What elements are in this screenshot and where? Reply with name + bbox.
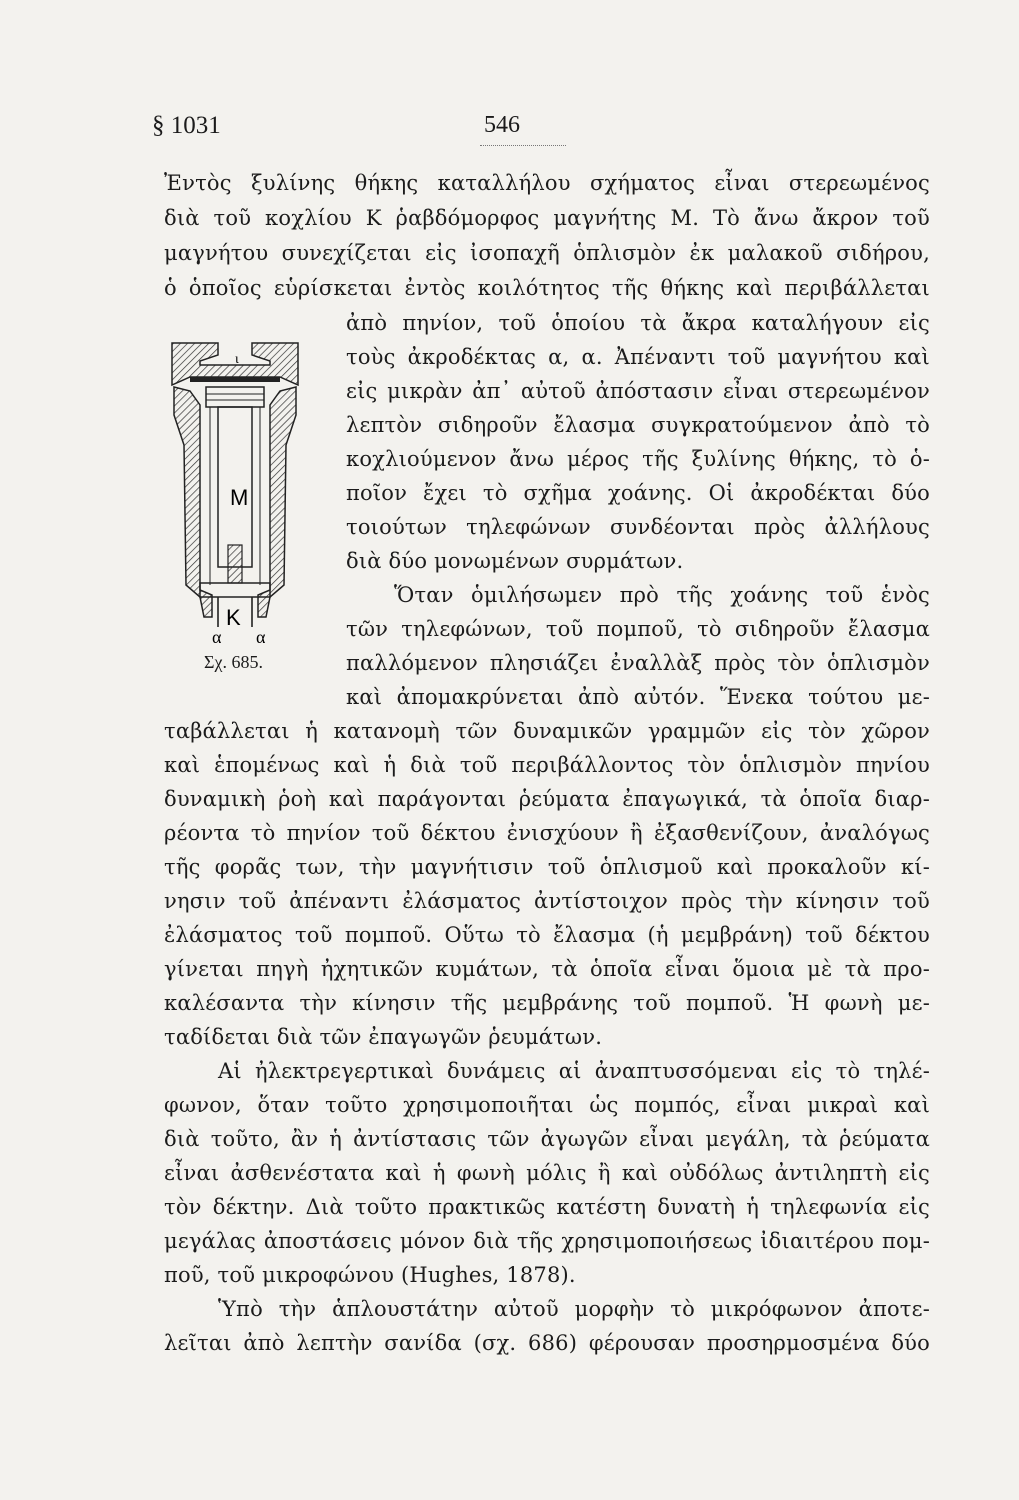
page-number: 546 bbox=[484, 112, 520, 138]
diaphragm bbox=[190, 377, 280, 382]
text-line: εἰς μικρὰν ἀπ᾽ αὐτοῦ ἀπόστασιν εἶναι στερεωμένον bbox=[346, 379, 930, 403]
text-line: νησιν τοῦ ἀπέναντι ἐλάσματος ἀντίστοιχον πρὸς τὴν κίνησιν τοῦ bbox=[164, 889, 930, 913]
text-line: Αἱ ἠλεκτρεγερτικαὶ δυνάμεις αἱ ἀναπτυσσόμεναι εἰς τὸ τηλέ- bbox=[218, 1059, 930, 1083]
text-line: τοὺς ἀκροδέκτας α, α. Ἀπέναντι τοῦ μαγνήτου καὶ bbox=[346, 345, 930, 369]
text-line: καὶ ἑπομένως καὶ ἡ διὰ τοῦ περιβάλλοντος τὸν ὁπλισμὸν πηνίου bbox=[164, 753, 930, 777]
label-terminal-left: α bbox=[212, 627, 222, 647]
text-line: καὶ ἀπομακρύνεται ἀπὸ αὐτόν. Ἕνεκα τούτου με- bbox=[346, 685, 930, 709]
text-line: κοχλιούμενον ἄνω μέρος τῆς ξυλίνης θήκης, τὸ ὁ- bbox=[346, 447, 930, 471]
text-line: διὰ τοῦ κοχλίου Κ ῥαβδόμορφος μαγνήτης Μ. Τὸ ἄνω ἄκρον τοῦ bbox=[164, 206, 930, 230]
armature-block bbox=[206, 387, 264, 407]
text-line: ἀπὸ πηνίον, τοῦ ὁποίου τὰ ἄκρα καταλήγουν εἰς bbox=[346, 311, 930, 335]
text-line: φωνον, ὅταν τοῦτο χρησιμοποιῆται ὡς πομπός, εἶναι μικραὶ καὶ bbox=[164, 1093, 930, 1117]
header-rule bbox=[480, 145, 566, 146]
text-line: ρέοντα τὸ πηνίον τοῦ δέκτου ἐνισχύουν ἢ ἐξασθενίζουν, ἀναλόγως bbox=[164, 821, 930, 845]
text-line: τοιούτων τηλεφώνων συνδέονται πρὸς ἀλλήλους bbox=[346, 515, 930, 539]
text-line: ἐλάσματος τοῦ πομποῦ. Οὕτω τὸ ἔλασμα (ἡ μεμβράνη) τοῦ δέκτου bbox=[164, 923, 930, 947]
text-line: ταβάλλεται ἡ κατανομὴ τῶν δυναμικῶν γραμμῶν εἰς τὸν χῶρον bbox=[164, 719, 930, 743]
label-magnet: M bbox=[230, 485, 249, 510]
text-line: Ὅταν ὁμιλήσωμεν πρὸ τῆς χοάνης τοῦ ἑνὸς bbox=[394, 583, 930, 607]
section-number: § 1031 bbox=[152, 112, 221, 139]
text-line: τῶν τηλεφώνων, τοῦ πομποῦ, τὸ σιδηροῦν ἔλασμα bbox=[346, 617, 930, 641]
text-line: ὁ ὁποῖος εὑρίσκεται ἐντὸς κοιλότητος τῆς θήκης καὶ περιβάλλεται bbox=[164, 276, 930, 300]
label-terminal-right: α bbox=[256, 627, 266, 647]
text-line: Ἐντὸς ξυλίνης θήκης καταλλήλου σχήματος εἶναι στερεωμένος bbox=[164, 171, 930, 195]
text-line: δυναμικὴ ῥοὴ καὶ παράγονται ῥεύματα ἐπαγωγικά, τὰ ὁποῖα διαρ- bbox=[164, 787, 930, 811]
text-line: διὰ δύο μονωμένων συρμάτων. bbox=[346, 549, 684, 573]
text-line: λεπτὸν σιδηροῦν ἔλασμα συγκρατούμενον ἀπὸ τὸ bbox=[346, 413, 930, 437]
text-line: τῆς φορᾶς των, τὴν μαγνήτισιν τοῦ ὁπλισμοῦ καὶ προκαλοῦν κί- bbox=[164, 855, 930, 879]
text-line: γίνεται πηγὴ ἠχητικῶν κυμάτων, τὰ ὁποῖα εἶναι ὅμοια μὲ τὰ προ- bbox=[164, 957, 930, 981]
label-iota: ι bbox=[235, 352, 239, 367]
text-line: διὰ τοῦτο, ἂν ἡ ἀντίστασις τῶν ἀγωγῶν εἶναι μεγάλη, τὰ ῥεύματα bbox=[164, 1127, 930, 1151]
screw bbox=[228, 545, 242, 583]
text-line: ταδίδεται διὰ τῶν ἐπαγωγῶν ῥευμάτων. bbox=[164, 1025, 603, 1049]
text-line: μεγάλας ἀποστάσεις μόνον διὰ τῆς χρησιμοποιήσεως ἰδιαιτέρου πομ- bbox=[164, 1229, 930, 1253]
page-header bbox=[0, 112, 1019, 152]
text-line: καλέσαντα τὴν κίνησιν τῆς μεμβράνης τοῦ πομποῦ. Ἡ φωνὴ με- bbox=[164, 991, 930, 1015]
text-line: μαγνήτου συνεχίζεται εἰς ἰσοπαχῆ ὁπλισμὸν ἐκ μαλακοῦ σιδήρου, bbox=[164, 241, 930, 265]
text-line: λεῖται ἀπὸ λεπτὴν σανίδα (σχ. 686) φέρουσαν προσηρμοσμένα δύο bbox=[164, 1331, 930, 1355]
text-line: τὸν δέκτην. Διὰ τοῦτο πρακτικῶς κατέστη δυνατὴ ἡ τηλεφωνία εἰς bbox=[164, 1195, 930, 1219]
text-line: παλλόμενον πλησιάζει ἐναλλὰξ πρὸς τὸν ὁπλισμὸν bbox=[346, 651, 930, 675]
text-line: ποῖον ἔχει τὸ σχῆμα χοάνης. Οἱ ἀκροδέκται δύο bbox=[346, 481, 930, 505]
text-line: ποῦ, τοῦ μικροφώνου (Hughes, 1878). bbox=[164, 1263, 576, 1287]
text-line: Ὑπὸ τὴν ἁπλουστάτην αὐτοῦ μορφὴν τὸ μικρόφωνον ἀποτε- bbox=[218, 1297, 930, 1321]
label-screw: K bbox=[226, 605, 241, 630]
telephone-receiver-figure bbox=[160, 335, 310, 680]
text-line: εἶναι ἀσθενέστατα καὶ ἡ φωνὴ μόλις ἢ καὶ οὐδόλως ἀντιληπτὴ εἰς bbox=[164, 1161, 930, 1185]
figure-caption: Σχ. 685. bbox=[204, 652, 263, 672]
